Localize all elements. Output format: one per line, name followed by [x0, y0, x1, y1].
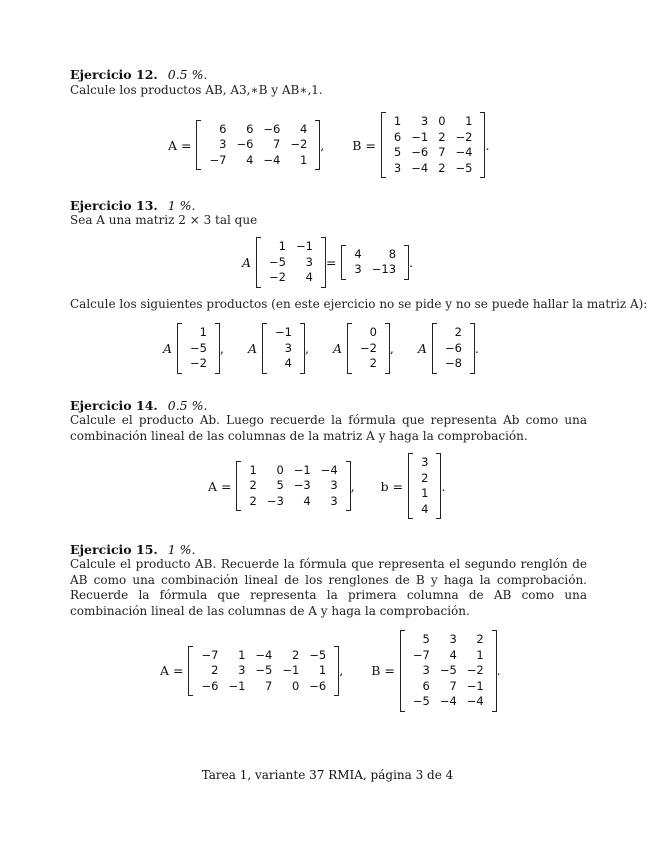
- ex14-title: [70, 398, 207, 413]
- period: .: [485, 137, 490, 153]
- vector-product-label: A: [163, 340, 173, 356]
- matrix-row: [349, 247, 401, 263]
- matrix-row: [264, 255, 318, 271]
- matrix-row: [264, 270, 318, 286]
- matrix-row: [389, 130, 478, 146]
- matrix-cell: 3: [330, 493, 338, 508]
- matrix-row: [416, 502, 433, 518]
- matrix-cell: 2: [211, 663, 219, 677]
- matrix-cell: 5: [393, 145, 402, 159]
- ex15-matrix-a: [188, 646, 339, 697]
- matrix-cell: 3: [421, 455, 429, 469]
- vector-2: [262, 323, 305, 374]
- ex13-products: [163, 323, 479, 374]
- matrix-cell: 6: [393, 129, 402, 144]
- matrix-cell: 6: [422, 678, 430, 693]
- matrix-cell: 4: [303, 493, 311, 508]
- vector-product-label: A: [247, 340, 257, 356]
- separator: ,: [389, 340, 394, 356]
- matrix-cell: −5: [412, 694, 430, 708]
- matrix-cell: −7: [201, 647, 219, 662]
- vector-product-label: A: [332, 340, 342, 356]
- matrix-cell: −6: [201, 678, 219, 693]
- ex15-equation: [160, 630, 506, 712]
- separator: ,: [219, 340, 224, 356]
- matrix-cell: −1: [295, 239, 313, 253]
- matrix-cell: −5: [269, 254, 286, 269]
- comma: ,: [350, 478, 355, 494]
- matrix-cell: −5: [455, 160, 473, 175]
- matrix-cell: 1: [199, 325, 207, 339]
- matrix-cell: 4: [299, 121, 308, 136]
- matrix-cell: 0: [276, 462, 284, 477]
- matrix-cell: 5: [422, 632, 430, 646]
- matrix-cell: 3: [354, 262, 362, 277]
- matrix-row: [408, 679, 489, 695]
- ex13-matrix-r: [341, 245, 409, 280]
- matrix-cell: −6: [263, 121, 281, 136]
- matrix-cell: −4: [455, 145, 473, 159]
- matrix-row: [264, 239, 318, 255]
- matrix-cell: −7: [209, 152, 227, 167]
- matrix-cell: −1: [282, 663, 300, 677]
- ex14-weight: 0.5 %.: [167, 398, 208, 413]
- matrix-cell: −1: [228, 678, 246, 693]
- matrix-cell: 3: [449, 632, 457, 646]
- ex12-b-label: B =: [352, 137, 376, 153]
- matrix-cell: −5: [439, 663, 457, 677]
- matrix-row: [244, 463, 342, 479]
- matrix-cell: −1: [411, 129, 429, 144]
- ex13-lhs-label: A: [242, 254, 252, 270]
- matrix-row: [185, 325, 212, 341]
- ex14-vector-b: [408, 453, 441, 519]
- matrix-table: [408, 632, 489, 710]
- matrix-cell: 3: [305, 254, 313, 269]
- matrix-row: [196, 663, 331, 679]
- matrix-table: [389, 114, 478, 176]
- matrix-cell: 2: [476, 632, 484, 646]
- matrix-cell: −6: [411, 145, 429, 159]
- matrix-table: [270, 325, 297, 372]
- ex12-matrix-b: [381, 112, 486, 178]
- matrix-row: [440, 341, 467, 357]
- matrix-cell: 4: [246, 152, 254, 167]
- matrix-row: [355, 325, 382, 341]
- matrix-cell: 1: [318, 663, 327, 677]
- matrix-table: [349, 247, 401, 278]
- matrix-cell: 1: [299, 152, 308, 167]
- matrix-table: [416, 455, 433, 517]
- matrix-cell: 7: [273, 137, 281, 152]
- matrix-cell: 3: [393, 160, 402, 175]
- ex14-equation: [208, 453, 450, 519]
- matrix-cell: 3: [420, 114, 429, 128]
- matrix-cell: 0: [291, 678, 300, 693]
- ex15-b-label: B =: [371, 663, 395, 679]
- matrix-cell: 8: [388, 246, 397, 261]
- matrix-cell: −6: [236, 137, 254, 152]
- matrix-cell: 3: [284, 340, 292, 355]
- matrix-cell: 1: [476, 647, 484, 662]
- matrix-cell: 2: [438, 129, 446, 144]
- ex13-number: Ejercicio 13.: [70, 198, 158, 213]
- ex13-equation: [242, 237, 418, 288]
- period: .: [409, 254, 414, 270]
- matrix-row: [408, 663, 489, 679]
- matrix-row: [244, 494, 342, 510]
- matrix-cell: 7: [265, 678, 273, 693]
- matrix-row: [389, 114, 478, 130]
- matrix-row: [270, 341, 297, 357]
- matrix-row: [440, 356, 467, 372]
- matrix-cell: −6: [309, 678, 327, 693]
- matrix-cell: 1: [238, 647, 246, 662]
- matrix-cell: 2: [291, 647, 300, 662]
- ex12-equation: [168, 112, 494, 178]
- matrix-cell: −6: [444, 340, 462, 355]
- matrix-cell: 7: [438, 145, 446, 159]
- matrix-cell: −2: [466, 663, 484, 677]
- matrix-table: [355, 325, 382, 372]
- matrix-row: [440, 325, 467, 341]
- ex14-b-label: b =: [380, 478, 404, 494]
- matrix-cell: 7: [449, 678, 457, 693]
- matrix-cell: 1: [249, 462, 257, 477]
- matrix-cell: −8: [444, 356, 462, 370]
- ex15-matrix-b: [400, 630, 497, 712]
- matrix-cell: 5: [276, 478, 284, 493]
- matrix-cell: 0: [438, 114, 446, 128]
- matrix-cell: −13: [371, 262, 397, 277]
- matrix-cell: 1: [393, 114, 402, 128]
- matrix-cell: −1: [275, 325, 292, 339]
- comma: ,: [339, 663, 344, 679]
- matrix-table: [185, 325, 212, 372]
- matrix-cell: 2: [249, 478, 257, 493]
- matrix-cell: 1: [278, 239, 286, 253]
- ex12-number: Ejercicio 12.: [70, 67, 158, 82]
- matrix-row: [389, 145, 478, 161]
- ex15-a-label: A =: [160, 663, 184, 679]
- ex12-a-label: A =: [168, 137, 192, 153]
- ex15-number: Ejercicio 15.: [70, 542, 158, 557]
- matrix-cell: 6: [246, 121, 254, 136]
- matrix-table: [204, 122, 312, 169]
- matrix-row: [416, 455, 433, 471]
- matrix-cell: 3: [422, 663, 430, 677]
- matrix-cell: −5: [190, 340, 207, 355]
- matrix-cell: −5: [255, 663, 273, 677]
- matrix-row: [355, 356, 382, 372]
- matrix-cell: −2: [269, 270, 286, 284]
- ex13-statement-2: Calcule los siguientes productos (en este ejercicio no se pide y no se puede hallar la matriz A):: [70, 297, 648, 311]
- matrix-row: [204, 137, 312, 153]
- ex15-weight: 1 %.: [167, 542, 196, 557]
- ex12-title: [70, 67, 207, 82]
- matrix-cell: 3: [219, 137, 227, 152]
- matrix-row: [204, 153, 312, 169]
- ex13-title: [70, 198, 196, 213]
- matrix-row: [408, 694, 489, 710]
- matrix-cell: 2: [454, 325, 462, 339]
- matrix-row: [185, 341, 212, 357]
- matrix-cell: 2: [249, 493, 257, 508]
- matrix-cell: 6: [219, 121, 227, 136]
- ex15-statement: Calcule el producto AB. Recuerde la fórmula que representa el segundo renglón de AB como una combinación lineal de los renglones de B y haga la comprobación. Recuerde la fórmula que representa la primera columna de AB como una combinación lineal de las columnas de A y haga la comprobación.: [70, 557, 587, 618]
- matrix-table: [244, 463, 342, 510]
- matrix-cell: 4: [305, 270, 313, 284]
- matrix-cell: 4: [354, 246, 362, 261]
- ex12-statement: Calcule los productos AB, A3,∗B y AB∗,1.: [70, 83, 323, 97]
- period: .: [441, 478, 446, 494]
- ex14-matrix-a: [236, 461, 350, 512]
- matrix-cell: 2: [421, 470, 429, 485]
- vector-3: [347, 323, 390, 374]
- matrix-cell: −1: [293, 462, 311, 477]
- matrix-cell: −3: [266, 493, 284, 508]
- vector-product-label: A: [417, 340, 427, 356]
- matrix-cell: −4: [255, 647, 273, 662]
- matrix-cell: −5: [309, 647, 327, 662]
- matrix-row: [355, 341, 382, 357]
- matrix-table: [264, 239, 318, 286]
- matrix-cell: −4: [263, 152, 281, 167]
- matrix-row: [408, 648, 489, 664]
- matrix-cell: 3: [238, 663, 246, 677]
- matrix-cell: −4: [439, 694, 457, 708]
- ex14-a-label: A =: [208, 478, 232, 494]
- matrix-cell: −4: [320, 462, 338, 477]
- matrix-row: [196, 679, 331, 695]
- matrix-row: [270, 356, 297, 372]
- matrix-cell: 4: [421, 501, 429, 516]
- matrix-row: [408, 632, 489, 648]
- ex15-title: [70, 542, 196, 557]
- matrix-cell: 1: [465, 114, 473, 128]
- matrix-cell: −4: [411, 160, 429, 175]
- matrix-cell: 2: [369, 356, 377, 370]
- separator: ,: [304, 340, 309, 356]
- separator: .: [474, 340, 479, 356]
- matrix-cell: 1: [421, 486, 429, 500]
- matrix-cell: 4: [449, 647, 457, 662]
- matrix-row: [416, 471, 433, 487]
- matrix-table: [196, 648, 331, 695]
- ex12-weight: 0.5 %.: [167, 67, 208, 82]
- matrix-cell: −7: [412, 647, 430, 662]
- vector-1: [177, 323, 220, 374]
- matrix-table: [440, 325, 467, 372]
- matrix-cell: 2: [438, 160, 446, 175]
- matrix-cell: −2: [359, 340, 377, 355]
- ex14-statement: Calcule el producto Ab. Luego recuerde la fórmula que representa Ab como una combinación lineal de las columnas de la matriz A y haga la comprobación.: [70, 413, 587, 443]
- matrix-row: [349, 262, 401, 278]
- ex12-matrix-a: [196, 120, 320, 171]
- equals: =: [325, 254, 337, 270]
- matrix-cell: −2: [190, 356, 207, 370]
- matrix-row: [244, 478, 342, 494]
- ex13-statement: Sea A una matriz 2 × 3 tal que: [70, 213, 258, 227]
- comma: ,: [320, 137, 325, 153]
- matrix-row: [204, 122, 312, 138]
- period: .: [496, 663, 501, 679]
- matrix-cell: 0: [369, 325, 377, 339]
- matrix-row: [416, 486, 433, 502]
- ex13-weight: 1 %.: [167, 198, 196, 213]
- matrix-row: [270, 325, 297, 341]
- page-footer: Tarea 1, variante 37 RMIA, página 3 de 4: [201, 768, 454, 782]
- matrix-cell: −1: [466, 678, 484, 693]
- matrix-row: [389, 161, 478, 177]
- matrix-cell: 3: [330, 478, 338, 493]
- ex14-number: Ejercicio 14.: [70, 398, 158, 413]
- matrix-cell: −4: [466, 694, 484, 708]
- matrix-cell: −3: [293, 478, 311, 493]
- vector-4: [432, 323, 475, 374]
- matrix-cell: −2: [290, 137, 308, 152]
- matrix-row: [185, 356, 212, 372]
- matrix-cell: 4: [284, 356, 292, 370]
- matrix-row: [196, 648, 331, 664]
- ex13-matrix-m: [256, 237, 326, 288]
- matrix-cell: −2: [455, 129, 473, 144]
